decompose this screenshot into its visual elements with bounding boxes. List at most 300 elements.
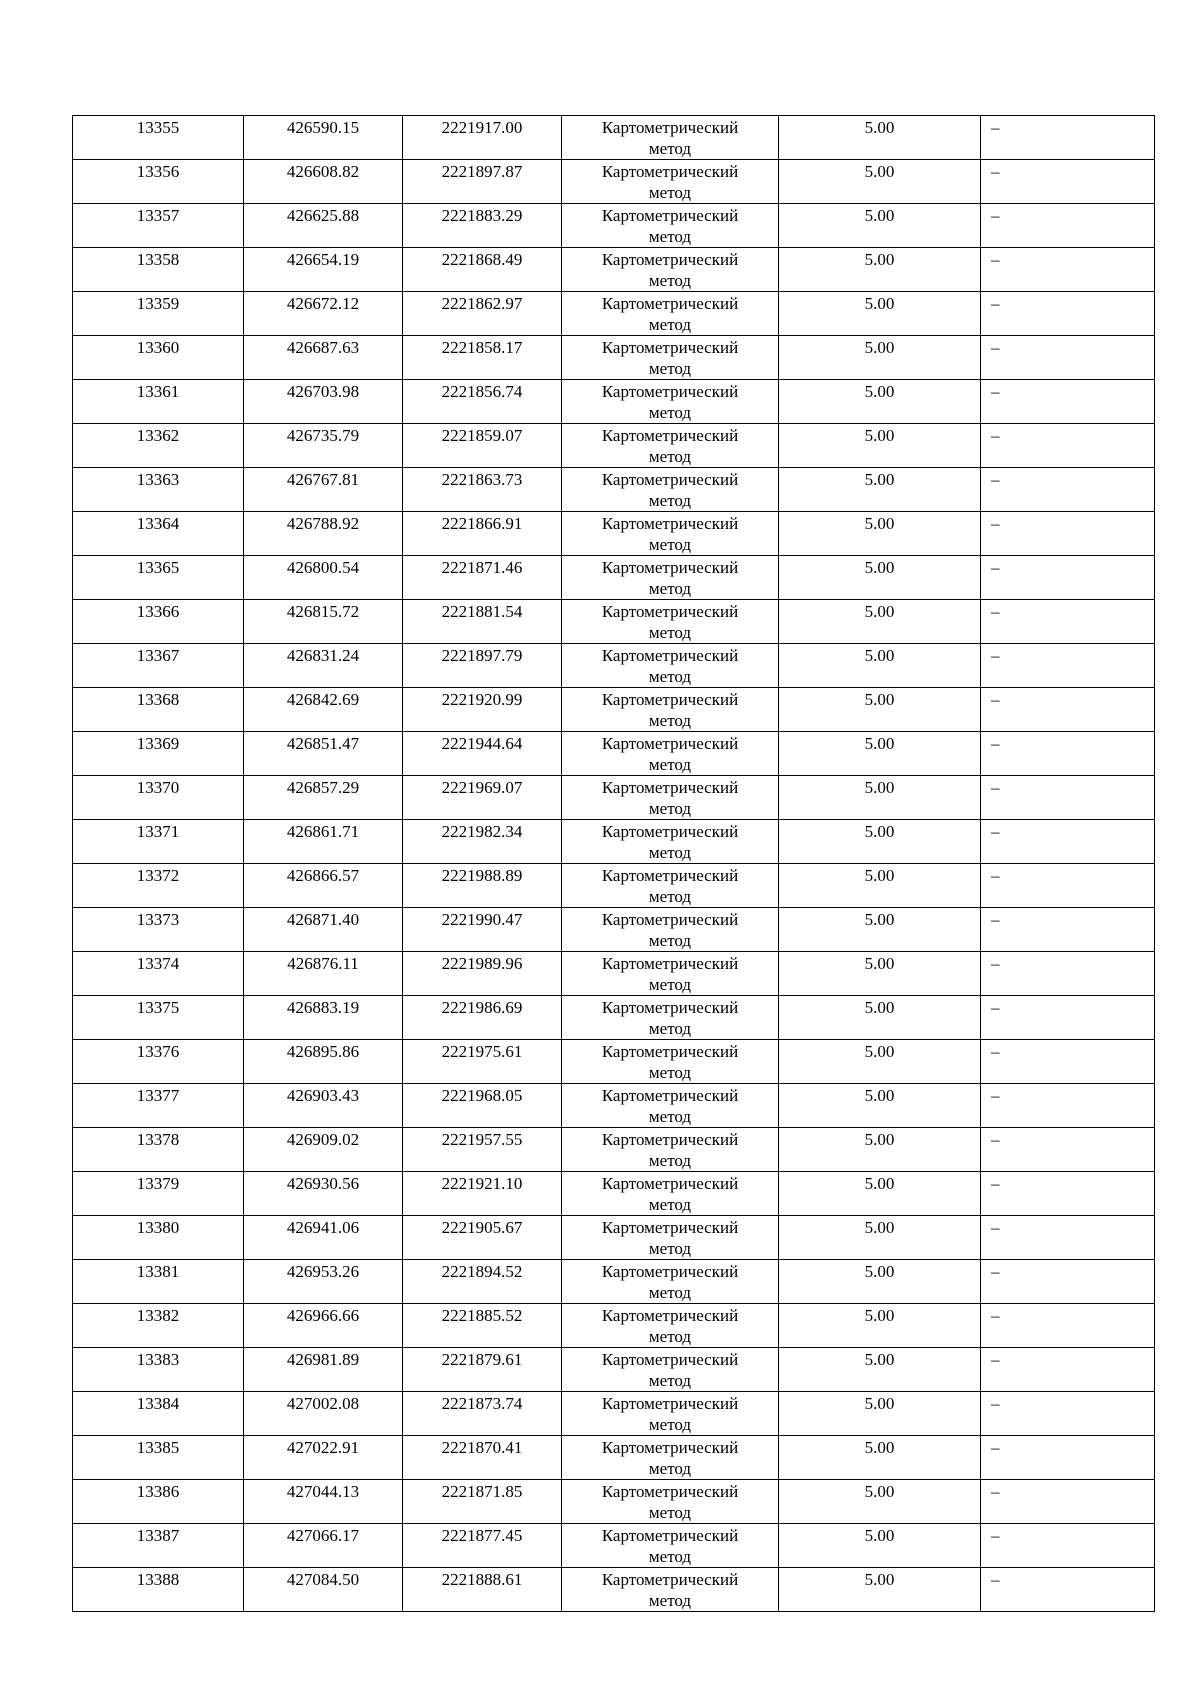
note-cell-text: – — [991, 1262, 1000, 1281]
method-text — [562, 1304, 778, 1347]
point-id-cell-text: 13388 — [136, 1570, 180, 1589]
precision-cell-text: 5.00 — [864, 1174, 895, 1193]
note-cell — [981, 292, 1155, 336]
note-cell-text: – — [991, 1174, 1000, 1193]
precision-cell-text: 5.00 — [864, 426, 895, 445]
method-text-line: метод — [648, 1019, 692, 1038]
note-cell-text: – — [991, 470, 1000, 489]
point-id-cell — [73, 1304, 244, 1348]
note-cell-text: – — [991, 822, 1000, 841]
coord-y-cell — [403, 1348, 562, 1392]
method-text-line: метод — [648, 1063, 692, 1082]
point-id-cell-text: 13367 — [136, 646, 180, 665]
coord-y-cell — [403, 1040, 562, 1084]
precision-cell — [779, 1480, 981, 1524]
coord-x-cell-text: 426590.15 — [286, 118, 360, 137]
coord-x-cell-text: 426608.82 — [286, 162, 360, 181]
coord-x-cell-text: 426625.88 — [286, 206, 360, 225]
point-id-cell — [73, 1480, 244, 1524]
method-cell — [562, 1084, 779, 1128]
method-text — [562, 908, 778, 951]
precision-cell — [779, 1392, 981, 1436]
precision-cell-text: 5.00 — [864, 1394, 895, 1413]
method-text-line: метод — [648, 931, 692, 950]
precision-cell-text: 5.00 — [864, 690, 895, 709]
note-cell — [981, 908, 1155, 952]
note-cell-text: – — [991, 1350, 1000, 1369]
method-text — [562, 1392, 778, 1435]
coord-y-cell-text: 2221870.41 — [441, 1438, 523, 1457]
table-row — [73, 1436, 1155, 1480]
coord-x-cell-text: 426672.12 — [286, 294, 360, 313]
precision-cell-text: 5.00 — [864, 206, 895, 225]
method-text — [562, 160, 778, 203]
method-text-line: Картометрический — [601, 206, 739, 225]
coord-y-cell — [403, 1436, 562, 1480]
note-cell-text: – — [991, 1482, 1000, 1501]
note-cell-text: – — [991, 382, 1000, 401]
coord-x-cell-text: 426895.86 — [286, 1042, 360, 1061]
coord-x-cell — [244, 1260, 403, 1304]
coord-y-cell-text: 2221879.61 — [441, 1350, 523, 1369]
coord-x-cell — [244, 424, 403, 468]
point-id-cell — [73, 1260, 244, 1304]
precision-cell — [779, 380, 981, 424]
method-text-line: метод — [648, 535, 692, 554]
coord-y-cell-text: 2221982.34 — [441, 822, 523, 841]
coord-x-cell — [244, 820, 403, 864]
table-row — [73, 160, 1155, 204]
note-cell — [981, 424, 1155, 468]
method-text-line: метод — [648, 1107, 692, 1126]
method-text-line: Картометрический — [601, 1086, 739, 1105]
coord-y-cell-text: 2221986.69 — [441, 998, 523, 1017]
point-id-cell — [73, 644, 244, 688]
table-row — [73, 776, 1155, 820]
coord-x-cell — [244, 952, 403, 996]
note-cell-text: – — [991, 250, 1000, 269]
coord-y-cell-text: 2221856.74 — [441, 382, 523, 401]
precision-cell-text: 5.00 — [864, 162, 895, 181]
point-id-cell — [73, 864, 244, 908]
table-row — [73, 380, 1155, 424]
point-id-cell — [73, 424, 244, 468]
method-cell — [562, 864, 779, 908]
coord-x-cell — [244, 336, 403, 380]
point-id-cell — [73, 1568, 244, 1612]
method-text-line: Картометрический — [601, 1218, 739, 1237]
method-text — [562, 380, 778, 423]
method-text — [562, 248, 778, 291]
precision-cell — [779, 1348, 981, 1392]
point-id-cell-text: 13362 — [136, 426, 180, 445]
method-cell — [562, 1348, 779, 1392]
note-cell-text: – — [991, 690, 1000, 709]
point-id-cell-text: 13380 — [136, 1218, 180, 1237]
method-text-line: Картометрический — [601, 294, 739, 313]
method-text-line: Картометрический — [601, 1570, 739, 1589]
table-row — [73, 204, 1155, 248]
coord-x-cell-text: 426857.29 — [286, 778, 360, 797]
coord-x-cell — [244, 1172, 403, 1216]
table-row — [73, 1260, 1155, 1304]
coord-y-cell — [403, 908, 562, 952]
point-id-cell-text: 13385 — [136, 1438, 180, 1457]
coord-x-cell-text: 426851.47 — [286, 734, 360, 753]
method-text — [562, 336, 778, 379]
precision-cell — [779, 248, 981, 292]
point-id-cell-text: 13368 — [136, 690, 180, 709]
note-cell — [981, 1568, 1155, 1612]
method-cell — [562, 292, 779, 336]
method-text-line: Картометрический — [601, 558, 739, 577]
note-cell-text: – — [991, 162, 1000, 181]
coord-x-cell — [244, 512, 403, 556]
coord-y-cell — [403, 1172, 562, 1216]
method-cell — [562, 1216, 779, 1260]
table-row — [73, 1392, 1155, 1436]
point-id-cell-text: 13358 — [136, 250, 180, 269]
coord-x-cell-text: 427066.17 — [286, 1526, 360, 1545]
method-text-line: Картометрический — [601, 118, 739, 137]
method-cell — [562, 1260, 779, 1304]
note-cell-text: – — [991, 646, 1000, 665]
table-row — [73, 1172, 1155, 1216]
precision-cell-text: 5.00 — [864, 954, 895, 973]
note-cell — [981, 468, 1155, 512]
note-cell-text: – — [991, 1526, 1000, 1545]
coord-x-cell-text: 426871.40 — [286, 910, 360, 929]
point-id-cell — [73, 908, 244, 952]
coord-y-cell — [403, 512, 562, 556]
point-id-cell — [73, 380, 244, 424]
precision-cell — [779, 732, 981, 776]
coord-y-cell-text: 2221969.07 — [441, 778, 523, 797]
coord-y-cell-text: 2221917.00 — [441, 118, 523, 137]
table-row — [73, 688, 1155, 732]
note-cell-text: – — [991, 1130, 1000, 1149]
coord-y-cell-text: 2221859.07 — [441, 426, 523, 445]
coord-y-cell — [403, 1216, 562, 1260]
method-cell — [562, 336, 779, 380]
table-row — [73, 908, 1155, 952]
method-text — [562, 556, 778, 599]
coord-x-cell — [244, 776, 403, 820]
method-cell — [562, 1436, 779, 1480]
method-cell — [562, 1172, 779, 1216]
point-id-cell-text: 13360 — [136, 338, 180, 357]
coord-y-cell — [403, 1084, 562, 1128]
method-text-line: Картометрический — [601, 1262, 739, 1281]
note-cell — [981, 556, 1155, 600]
note-cell-text: – — [991, 294, 1000, 313]
precision-cell-text: 5.00 — [864, 250, 895, 269]
note-cell — [981, 1040, 1155, 1084]
coord-x-cell-text: 427084.50 — [286, 1570, 360, 1589]
coord-y-cell — [403, 776, 562, 820]
precision-cell — [779, 864, 981, 908]
method-cell — [562, 556, 779, 600]
coord-x-cell — [244, 600, 403, 644]
coord-y-cell-text: 2221871.85 — [441, 1482, 523, 1501]
point-id-cell-text: 13366 — [136, 602, 180, 621]
precision-cell — [779, 908, 981, 952]
method-text-line: метод — [648, 1503, 692, 1522]
coord-y-cell-text: 2221866.91 — [441, 514, 523, 533]
point-id-cell-text: 13376 — [136, 1042, 180, 1061]
coord-x-cell — [244, 160, 403, 204]
point-id-cell-text: 13364 — [136, 514, 180, 533]
point-id-cell — [73, 1524, 244, 1568]
coord-x-cell-text: 426788.92 — [286, 514, 360, 533]
table-row — [73, 952, 1155, 996]
coord-y-cell — [403, 204, 562, 248]
point-id-cell-text: 13363 — [136, 470, 180, 489]
coord-x-cell-text: 427044.13 — [286, 1482, 360, 1501]
note-cell — [981, 688, 1155, 732]
method-text — [562, 1436, 778, 1479]
table-row — [73, 248, 1155, 292]
note-cell-text: – — [991, 1570, 1000, 1589]
method-text — [562, 1040, 778, 1083]
precision-cell-text: 5.00 — [864, 558, 895, 577]
coord-x-cell — [244, 1084, 403, 1128]
point-id-cell-text: 13357 — [136, 206, 180, 225]
note-cell-text: – — [991, 1306, 1000, 1325]
method-cell — [562, 732, 779, 776]
coord-y-cell — [403, 952, 562, 996]
point-id-cell — [73, 776, 244, 820]
method-text-line: Картометрический — [601, 1394, 739, 1413]
note-cell — [981, 732, 1155, 776]
note-cell-text: – — [991, 1218, 1000, 1237]
precision-cell — [779, 556, 981, 600]
method-cell — [562, 116, 779, 160]
precision-cell-text: 5.00 — [864, 1482, 895, 1501]
coord-x-cell — [244, 1128, 403, 1172]
note-cell — [981, 996, 1155, 1040]
method-cell — [562, 908, 779, 952]
method-text-line: метод — [648, 1371, 692, 1390]
method-text — [562, 512, 778, 555]
method-cell — [562, 996, 779, 1040]
method-text-line: Картометрический — [601, 1482, 739, 1501]
point-id-cell-text: 13361 — [136, 382, 180, 401]
point-id-cell-text: 13374 — [136, 954, 180, 973]
method-text-line: Картометрический — [601, 514, 739, 533]
point-id-cell — [73, 468, 244, 512]
coord-x-cell — [244, 688, 403, 732]
method-text-line: метод — [648, 1591, 692, 1610]
coord-y-cell-text: 2221871.46 — [441, 558, 523, 577]
point-id-cell-text: 13383 — [136, 1350, 180, 1369]
method-cell — [562, 1304, 779, 1348]
note-cell — [981, 1128, 1155, 1172]
table-row — [73, 864, 1155, 908]
point-id-cell-text: 13359 — [136, 294, 180, 313]
point-id-cell — [73, 688, 244, 732]
coord-y-cell-text: 2221885.52 — [441, 1306, 523, 1325]
coord-y-cell-text: 2221873.74 — [441, 1394, 523, 1413]
method-text — [562, 688, 778, 731]
method-text — [562, 644, 778, 687]
coord-x-cell — [244, 468, 403, 512]
table-row — [73, 336, 1155, 380]
coord-x-cell-text: 426800.54 — [286, 558, 360, 577]
method-text-line: Картометрический — [601, 602, 739, 621]
note-cell — [981, 248, 1155, 292]
point-id-cell — [73, 1128, 244, 1172]
method-text — [562, 1084, 778, 1127]
coord-y-cell-text: 2221897.79 — [441, 646, 523, 665]
table-row — [73, 116, 1155, 160]
coord-x-cell — [244, 556, 403, 600]
method-text — [562, 1172, 778, 1215]
point-id-cell-text: 13379 — [136, 1174, 180, 1193]
coord-y-cell-text: 2221863.73 — [441, 470, 523, 489]
method-text — [562, 1480, 778, 1523]
coord-y-cell-text: 2221877.45 — [441, 1526, 523, 1545]
method-text — [562, 1216, 778, 1259]
method-text-line: метод — [648, 711, 692, 730]
table-row — [73, 1040, 1155, 1084]
method-cell — [562, 776, 779, 820]
note-cell-text: – — [991, 1438, 1000, 1457]
coord-y-cell-text: 2221862.97 — [441, 294, 523, 313]
coord-y-cell-text: 2221968.05 — [441, 1086, 523, 1105]
method-cell — [562, 160, 779, 204]
precision-cell-text: 5.00 — [864, 1218, 895, 1237]
table-row — [73, 1348, 1155, 1392]
method-text-line: метод — [648, 1459, 692, 1478]
point-id-cell — [73, 1172, 244, 1216]
precision-cell — [779, 1128, 981, 1172]
point-id-cell-text: 13372 — [136, 866, 180, 885]
note-cell — [981, 952, 1155, 996]
precision-cell — [779, 1260, 981, 1304]
precision-cell — [779, 820, 981, 864]
method-text-line: Картометрический — [601, 822, 739, 841]
method-text-line: метод — [648, 1283, 692, 1302]
note-cell — [981, 644, 1155, 688]
precision-cell — [779, 512, 981, 556]
coord-y-cell-text: 2221988.89 — [441, 866, 523, 885]
coord-x-cell — [244, 644, 403, 688]
note-cell-text: – — [991, 602, 1000, 621]
method-text-line: метод — [648, 491, 692, 510]
method-text-line: метод — [648, 447, 692, 466]
point-id-cell — [73, 600, 244, 644]
coord-x-cell — [244, 1216, 403, 1260]
table-row — [73, 600, 1155, 644]
coord-x-cell — [244, 1436, 403, 1480]
coord-x-cell-text: 426876.11 — [287, 954, 359, 973]
note-cell — [981, 1348, 1155, 1392]
note-cell — [981, 1216, 1155, 1260]
method-cell — [562, 380, 779, 424]
precision-cell-text: 5.00 — [864, 1042, 895, 1061]
precision-cell-text: 5.00 — [864, 1130, 895, 1149]
coord-x-cell-text: 426831.24 — [286, 646, 360, 665]
method-text — [562, 204, 778, 247]
precision-cell — [779, 160, 981, 204]
coord-x-cell-text: 426981.89 — [286, 1350, 360, 1369]
method-cell — [562, 204, 779, 248]
method-text-line: Картометрический — [601, 998, 739, 1017]
precision-cell-text: 5.00 — [864, 1570, 895, 1589]
method-text-line: Картометрический — [601, 1042, 739, 1061]
precision-cell-text: 5.00 — [864, 118, 895, 137]
coord-x-cell — [244, 380, 403, 424]
precision-cell-text: 5.00 — [864, 998, 895, 1017]
coord-x-cell-text: 426703.98 — [286, 382, 360, 401]
point-id-cell — [73, 204, 244, 248]
note-cell — [981, 1480, 1155, 1524]
precision-cell-text: 5.00 — [864, 1262, 895, 1281]
point-id-cell — [73, 248, 244, 292]
coord-y-cell-text: 2221957.55 — [441, 1130, 523, 1149]
note-cell-text: – — [991, 778, 1000, 797]
method-text — [562, 1128, 778, 1171]
point-id-cell-text: 13387 — [136, 1526, 180, 1545]
note-cell — [981, 864, 1155, 908]
method-text — [562, 1348, 778, 1391]
precision-cell-text: 5.00 — [864, 382, 895, 401]
precision-cell-text: 5.00 — [864, 1086, 895, 1105]
table-row — [73, 1524, 1155, 1568]
precision-cell-text: 5.00 — [864, 646, 895, 665]
note-cell-text: – — [991, 866, 1000, 885]
coord-x-cell — [244, 1348, 403, 1392]
method-text-line: метод — [648, 1547, 692, 1566]
point-id-cell-text: 13386 — [136, 1482, 180, 1501]
coord-x-cell-text: 427002.08 — [286, 1394, 360, 1413]
method-text-line: Картометрический — [601, 954, 739, 973]
method-text-line: Картометрический — [601, 1174, 739, 1193]
point-id-cell — [73, 1436, 244, 1480]
precision-cell-text: 5.00 — [864, 734, 895, 753]
note-cell-text: – — [991, 206, 1000, 225]
coord-y-cell-text: 2221897.87 — [441, 162, 523, 181]
method-text-line: Картометрический — [601, 866, 739, 885]
note-cell-text: – — [991, 910, 1000, 929]
coord-x-cell-text: 426815.72 — [286, 602, 360, 621]
precision-cell — [779, 996, 981, 1040]
method-text-line: метод — [648, 887, 692, 906]
coord-y-cell — [403, 688, 562, 732]
coord-x-cell-text: 426930.56 — [286, 1174, 360, 1193]
coord-x-cell-text: 426883.19 — [286, 998, 360, 1017]
method-cell — [562, 600, 779, 644]
point-id-cell — [73, 292, 244, 336]
method-text-line: метод — [648, 315, 692, 334]
note-cell-text: – — [991, 1394, 1000, 1413]
method-text — [562, 820, 778, 863]
method-text-line: метод — [648, 271, 692, 290]
method-text-line: метод — [648, 183, 692, 202]
coord-y-cell-text: 2221868.49 — [441, 250, 523, 269]
table-row — [73, 1216, 1155, 1260]
method-text — [562, 1568, 778, 1611]
note-cell-text: – — [991, 558, 1000, 577]
note-cell — [981, 512, 1155, 556]
point-id-cell — [73, 952, 244, 996]
precision-cell-text: 5.00 — [864, 1306, 895, 1325]
precision-cell — [779, 1524, 981, 1568]
coord-x-cell — [244, 732, 403, 776]
note-cell — [981, 1172, 1155, 1216]
point-id-cell — [73, 1348, 244, 1392]
